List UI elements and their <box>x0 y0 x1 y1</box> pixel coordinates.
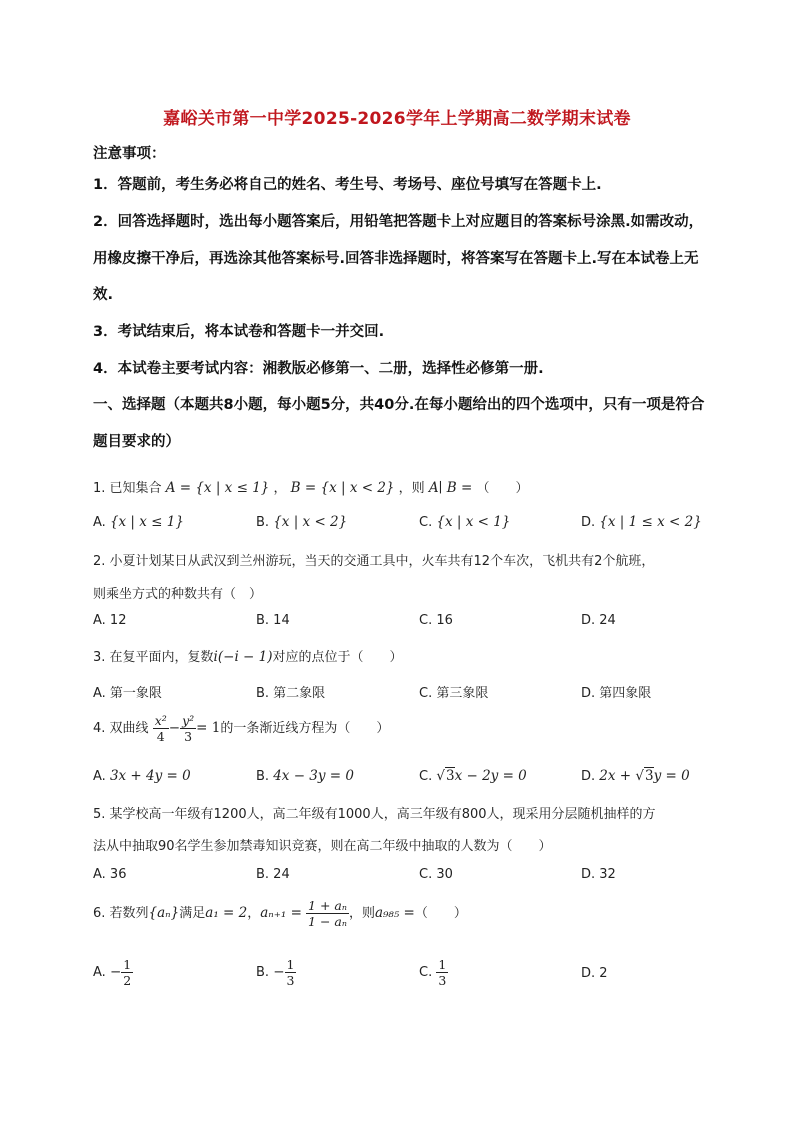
question-text: 已知集合 <box>109 481 162 496</box>
option-d: D. 2 <box>581 966 608 981</box>
option-c: C. √3x − 2y = 0 <box>419 768 527 784</box>
option-c: C. 30 <box>419 867 453 882</box>
question-5-line-2: 法从中抽取90名学生参加禁毒知识竞赛，则在高二年级中抽取的人数为（ ） <box>93 839 552 854</box>
option-b: B. 第二象限 <box>256 686 326 701</box>
option-a: A. {x | x ≤ 1} <box>93 514 184 530</box>
question-2-line-1: 2. 小夏计划某日从武汉到兰州游玩，当天的交通工具中，火车共有12个车次，飞机共有2个航班， <box>93 554 655 569</box>
question-2-line-2: 则乘坐方式的种数共有（ ） <box>93 587 263 602</box>
sqrt-icon: √ <box>635 768 645 784</box>
option-b: B. {x | x < 2} <box>256 514 348 530</box>
question-1: 1. 已知集合 A = {x | x ≤ 1} ， B = {x | x < 2} ，则 A∣ B = （ ） <box>93 480 529 496</box>
notice-item-1: 1．答题前，考生务必将自己的姓名、考生号、考场号、座位号填写在答题卡上. <box>93 177 602 193</box>
question-5-line-1: 5. 某学校高一年级有1200人，高二年级有1000人，高三年级有800人，现采用分层随机抽样的方 <box>93 807 656 822</box>
option-b: B. 24 <box>256 867 290 882</box>
option-a: A. 3x + 4y = 0 <box>93 768 191 784</box>
set-a: A = {x | x ≤ 1} <box>165 480 270 496</box>
notice-heading: 注意事项： <box>93 146 166 162</box>
complex-expression: i(−i − 1) <box>213 649 273 665</box>
expression: A∣ B = <box>428 480 473 496</box>
question-number: 1. <box>93 481 106 496</box>
recurrence-fraction: $\frac{\text{1 + aₙ}}{\text{1 − aₙ}}$ <box>308 898 347 929</box>
question-3: 3. 在复平面内，复数i(−i − 1)对应的点位于（ ） <box>93 649 403 665</box>
option-c: C. {x | x < 1} <box>419 514 511 530</box>
question-6: 6. 若数列{aₙ}满足a₁ = 2，aₙ₊₁ = $\frac{\text{1 + aₙ}}{\text{1 − aₙ}}$ ，则a₉₈₅ =（ ） <box>93 898 467 929</box>
section-heading: 一、选择题（本题共8小题，每小题5分，共40分.在每小题给出的四个选项中，只有一项是符合题目要求的） <box>93 397 705 450</box>
option-d: D. 24 <box>581 613 616 628</box>
set-b: B = {x | x < 2} <box>290 480 395 496</box>
option-c: C. $\frac{1}{3}$ <box>419 957 447 988</box>
answer-blank: （ ） <box>476 481 529 496</box>
option-d: D. {x | 1 ≤ x < 2} <box>581 514 702 530</box>
exam-title: 嘉峪关市第一中学2025-2026学年上学期高二数学期末试卷 <box>163 109 631 129</box>
sqrt-icon: √ <box>436 768 445 784</box>
notice-item-4: 4．本试卷主要考试内容：湘教版必修第一、二册，选择性必修第一册. <box>93 361 544 377</box>
sequence: {aₙ} <box>148 905 180 921</box>
option-b: B. 14 <box>256 613 290 628</box>
option-a: A. 36 <box>93 867 127 882</box>
option-b: B. 4x − 3y = 0 <box>256 768 354 784</box>
fraction-y: $\frac{\text{y²}}{3}$ <box>182 713 195 744</box>
option-d: D. 32 <box>581 867 616 882</box>
option-d: D. 第四象限 <box>581 686 652 701</box>
fraction-x: $\frac{\text{x²}}{4}$ <box>154 713 167 744</box>
option-a: A. 12 <box>93 613 127 628</box>
option-d: D. 2x + √3y = 0 <box>581 768 690 784</box>
option-a: A. 第一象限 <box>93 686 162 701</box>
option-c: C. 第三象限 <box>419 686 489 701</box>
notice-item-3: 3．考试结束后，将本试卷和答题卡一并交回. <box>93 324 385 340</box>
question-4: 4. 双曲线 $\frac{\text{x²}}{4}$ − $\frac{\text{y²}}{3}$ = 1的一条渐近线方程为（ ） <box>93 713 390 744</box>
notice-item-2: 2．回答选择题时，选出每小题答案后，用铅笔把答题卡上对应题目的答案标号涂黑.如需改动，用橡皮擦干净后，再选涂其他答案标号.回答非选择题时，将答案写在答题卡上.写在本试卷上无效. <box>93 214 704 303</box>
option-b: B. − $\frac{1}{3}$ <box>256 957 295 988</box>
option-c: C. 16 <box>419 613 453 628</box>
option-a: A. − $\frac{1}{2}$ <box>93 957 132 988</box>
